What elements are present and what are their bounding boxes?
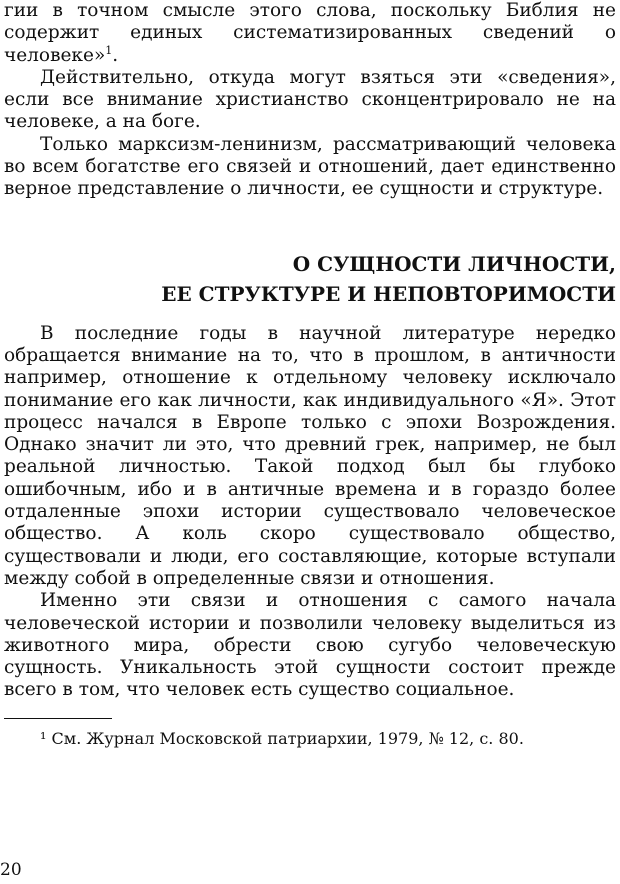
footnote: ¹ См. Журнал Московской патриархии, 1979, № 12, с. 80. <box>40 728 524 748</box>
paragraph: Только марксизм-ленинизм, рассматривающий человека во всем богатстве его связей и отношений, дает единственно верное представление о личности, ее сущности и структуре. <box>4 133 616 200</box>
section-heading <box>4 249 616 309</box>
paragraph: Действительно, откуда могут взяться эти «сведения», если все внимание христианство сконцентрировало не на человеке, а на боге. <box>4 66 616 133</box>
paragraph-continued-text: гии в точном смысле этого слова, поскольку Библия не содержит единых систематизированных сведений о человеке» <box>4 0 616 66</box>
section-heading-line-1: О СУЩНОСТИ ЛИЧНОСТИ, <box>292 251 616 276</box>
paragraph-continued: гии в точном смысле этого слова, поскольку Библия не содержит единых систематизированных сведений о человеке»$^1$. <box>4 0 616 66</box>
page-number: 20 <box>0 860 22 880</box>
footnote-marker: 1 <box>105 43 113 57</box>
footnote-divider <box>4 718 112 719</box>
paragraph: Именно эти связи и отношения с самого начала человеческой истории и позволили человеку выделиться из животного мира, обрести свою сугубо человеческую сущность. Уникальность этой сущности состоит прежде всего в том, что человек есть существо социальное. <box>4 590 616 701</box>
paragraph: В последние годы в научной литературе нередко обращается внимание на то, что в прошлом, в античности например, отношение к отдельному человеку исключало понимание его как личности, как индивидуального «Я». Этот процесс начался в Европе только с эпохи Возрождения. Однако значит ли это, что древний грек, например, не был реальной личностью. Такой подход был бы глубоко ошибочным, ибо и в античные времена и в гораздо более отдаленные эпохи истории существовало человеческое общество. А коль скоро существовало общество, существовали и люди, его составляющие, которые вступали между собой в определенные связи и отношения. <box>4 322 616 589</box>
section-heading-line-2: ЕЕ СТРУКТУРЕ И НЕПОВТОРИМОСТИ <box>161 281 616 306</box>
page-body <box>4 0 616 749</box>
